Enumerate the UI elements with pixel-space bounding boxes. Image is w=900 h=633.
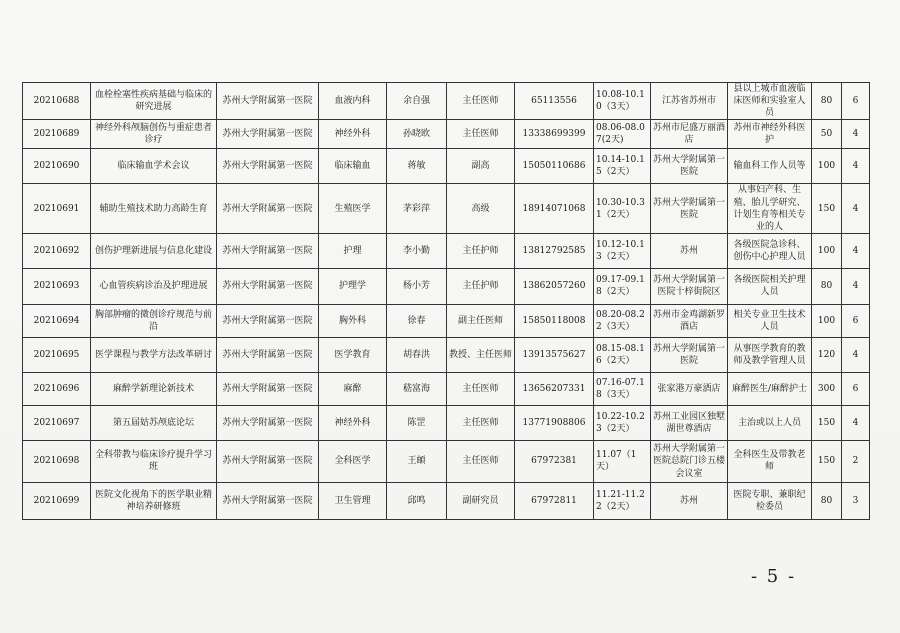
department-cell: 神经外科 <box>319 120 387 149</box>
title-rank-cell: 教授、主任医师 <box>447 337 515 372</box>
venue-cell: 苏州大学附属第一医院十梓街院区 <box>651 268 728 304</box>
lead-person-cell: 嵇富海 <box>387 372 447 405</box>
phone-cell: 13771908806 <box>515 405 594 440</box>
audience-cell: 苏州市神经外科医护 <box>728 120 812 149</box>
title-rank-cell: 副主任医师 <box>447 304 515 337</box>
attendee-count-cell: 120 <box>812 337 842 372</box>
table-row <box>23 184 870 234</box>
attendee-count-cell: 300 <box>812 372 842 405</box>
organizer-unit-cell: 苏州大学附属第一医院 <box>217 440 319 482</box>
course-table <box>22 82 870 520</box>
organizer-unit-cell: 苏州大学附属第一医院 <box>217 184 319 234</box>
attendee-count-cell: 100 <box>812 233 842 268</box>
department-cell: 神经外科 <box>319 405 387 440</box>
course-id-cell: 20210694 <box>23 304 91 337</box>
organizer-unit-cell: 苏州大学附属第一医院 <box>217 372 319 405</box>
course-title-cell: 临床输血学术会议 <box>91 149 217 184</box>
table-row <box>23 233 870 268</box>
attendee-count-cell: 80 <box>812 83 842 120</box>
credit-cell: 4 <box>842 233 870 268</box>
table-row <box>23 304 870 337</box>
course-id-cell: 20210698 <box>23 440 91 482</box>
course-title-cell: 麻醉学新理论新技术 <box>91 372 217 405</box>
phone-cell: 13862057260 <box>515 268 594 304</box>
course-title-cell: 创伤护理新进展与信息化建设 <box>91 233 217 268</box>
department-cell: 胸外科 <box>319 304 387 337</box>
attendee-count-cell: 100 <box>812 304 842 337</box>
course-id-cell: 20210697 <box>23 405 91 440</box>
department-cell: 卫生管理 <box>319 482 387 519</box>
title-rank-cell: 副研究员 <box>447 482 515 519</box>
organizer-unit-cell: 苏州大学附属第一医院 <box>217 304 319 337</box>
audience-cell: 医院专职、兼职纪检委员 <box>728 482 812 519</box>
title-rank-cell: 副高 <box>447 149 515 184</box>
venue-cell: 苏州 <box>651 233 728 268</box>
course-id-cell: 20210696 <box>23 372 91 405</box>
title-rank-cell: 主任护师 <box>447 268 515 304</box>
phone-cell: 13812792585 <box>515 233 594 268</box>
date-cell: 08.20-08.22（3天） <box>594 304 651 337</box>
venue-cell: 张家港万豪酒店 <box>651 372 728 405</box>
credit-cell: 2 <box>842 440 870 482</box>
table-row <box>23 372 870 405</box>
department-cell: 生殖医学 <box>319 184 387 234</box>
credit-cell: 6 <box>842 83 870 120</box>
table-row <box>23 149 870 184</box>
audience-cell: 各级医院急诊科、创伤中心护理人员 <box>728 233 812 268</box>
lead-person-cell: 徐春 <box>387 304 447 337</box>
table-row <box>23 268 870 304</box>
audience-cell: 主治或以上人员 <box>728 405 812 440</box>
date-cell: 11.21-11.22（2天） <box>594 482 651 519</box>
venue-cell: 苏州大学附属第一医院 <box>651 184 728 234</box>
audience-cell: 各级医院相关护理人员 <box>728 268 812 304</box>
course-id-cell: 20210692 <box>23 233 91 268</box>
phone-cell: 13656207331 <box>515 372 594 405</box>
phone-cell: 65113556 <box>515 83 594 120</box>
credit-cell: 4 <box>842 405 870 440</box>
attendee-count-cell: 150 <box>812 405 842 440</box>
credit-cell: 3 <box>842 482 870 519</box>
date-cell: 09.17-09.18（2天） <box>594 268 651 304</box>
course-title-cell: 全科带教与临床诊疗提升学习班 <box>91 440 217 482</box>
table-row <box>23 482 870 519</box>
audience-cell: 相关专业卫生技术人员 <box>728 304 812 337</box>
venue-cell: 苏州大学附属第一医院总院门诊五楼会议室 <box>651 440 728 482</box>
course-title-cell: 第五届姑苏颅底论坛 <box>91 405 217 440</box>
title-rank-cell: 主任医师 <box>447 120 515 149</box>
audience-cell: 全科医生及带教老师 <box>728 440 812 482</box>
date-cell: 11.07（1天） <box>594 440 651 482</box>
date-cell: 08.15-08.16（2天） <box>594 337 651 372</box>
page-number: - 5 - <box>751 566 797 587</box>
phone-cell: 13338699399 <box>515 120 594 149</box>
department-cell: 医学教育 <box>319 337 387 372</box>
lead-person-cell: 陈罡 <box>387 405 447 440</box>
course-id-cell: 20210695 <box>23 337 91 372</box>
department-cell: 血液内科 <box>319 83 387 120</box>
course-id-cell: 20210688 <box>23 83 91 120</box>
lead-person-cell: 茅彩萍 <box>387 184 447 234</box>
venue-cell: 苏州市尼盛万丽酒店 <box>651 120 728 149</box>
title-rank-cell: 主任医师 <box>447 405 515 440</box>
course-title-cell: 血栓栓塞性疾病基础与临床的研究进展 <box>91 83 217 120</box>
course-title-cell: 心血管疾病诊治及护理进展 <box>91 268 217 304</box>
lead-person-cell: 孙晓欧 <box>387 120 447 149</box>
course-id-cell: 20210693 <box>23 268 91 304</box>
date-cell: 07.16-07.18（3天） <box>594 372 651 405</box>
venue-cell: 江苏省苏州市 <box>651 83 728 120</box>
department-cell: 全科医学 <box>319 440 387 482</box>
table-row <box>23 120 870 149</box>
course-title-cell: 胸部肿瘤的微创诊疗规范与前沿 <box>91 304 217 337</box>
date-cell: 10.14-10.15（2天） <box>594 149 651 184</box>
organizer-unit-cell: 苏州大学附属第一医院 <box>217 120 319 149</box>
department-cell: 临床输血 <box>319 149 387 184</box>
phone-cell: 15850118008 <box>515 304 594 337</box>
course-id-cell: 20210699 <box>23 482 91 519</box>
credit-cell: 6 <box>842 304 870 337</box>
lead-person-cell: 杨小芳 <box>387 268 447 304</box>
credit-cell: 4 <box>842 149 870 184</box>
organizer-unit-cell: 苏州大学附属第一医院 <box>217 482 319 519</box>
audience-cell: 麻醉医生/麻醉护士 <box>728 372 812 405</box>
course-title-cell: 神经外科颅脑创伤与重症患者诊疗 <box>91 120 217 149</box>
venue-cell: 苏州 <box>651 482 728 519</box>
date-cell: 10.22-10.23（2天） <box>594 405 651 440</box>
date-cell: 10.12-10.13（2天） <box>594 233 651 268</box>
title-rank-cell: 主任医师 <box>447 372 515 405</box>
department-cell: 护理 <box>319 233 387 268</box>
audience-cell: 从事医学教育的教师及教学管理人员 <box>728 337 812 372</box>
phone-cell: 13913575627 <box>515 337 594 372</box>
course-title-cell: 医学课程与教学方法改革研讨 <box>91 337 217 372</box>
table-row <box>23 405 870 440</box>
lead-person-cell: 李小勤 <box>387 233 447 268</box>
attendee-count-cell: 100 <box>812 149 842 184</box>
attendee-count-cell: 80 <box>812 268 842 304</box>
venue-cell: 苏州市金鸡湖新罗酒店 <box>651 304 728 337</box>
table-body <box>23 83 870 520</box>
title-rank-cell: 主任医师 <box>447 83 515 120</box>
table-row <box>23 83 870 120</box>
title-rank-cell: 主任医师 <box>447 440 515 482</box>
organizer-unit-cell: 苏州大学附属第一医院 <box>217 405 319 440</box>
venue-cell: 苏州大学附属第一医院 <box>651 149 728 184</box>
credit-cell: 4 <box>842 337 870 372</box>
attendee-count-cell: 50 <box>812 120 842 149</box>
course-title-cell: 辅助生殖技术助力高龄生育 <box>91 184 217 234</box>
lead-person-cell: 蒋敏 <box>387 149 447 184</box>
title-rank-cell: 高级 <box>447 184 515 234</box>
organizer-unit-cell: 苏州大学附属第一医院 <box>217 268 319 304</box>
date-cell: 10.08-10.10（3天） <box>594 83 651 120</box>
lead-person-cell: 邱鸣 <box>387 482 447 519</box>
department-cell: 麻醉 <box>319 372 387 405</box>
audience-cell: 输血科工作人员等 <box>728 149 812 184</box>
credit-cell: 4 <box>842 184 870 234</box>
date-cell: 08.06-08.07(2天) <box>594 120 651 149</box>
course-id-cell: 20210690 <box>23 149 91 184</box>
phone-cell: 15050110686 <box>515 149 594 184</box>
organizer-unit-cell: 苏州大学附属第一医院 <box>217 233 319 268</box>
credit-cell: 6 <box>842 372 870 405</box>
venue-cell: 苏州工业园区独墅湖世尊酒店 <box>651 405 728 440</box>
table-row <box>23 337 870 372</box>
organizer-unit-cell: 苏州大学附属第一医院 <box>217 149 319 184</box>
lead-person-cell: 余自强 <box>387 83 447 120</box>
date-cell: 10.30-10.31（2天） <box>594 184 651 234</box>
credit-cell: 4 <box>842 268 870 304</box>
course-title-cell: 医院文化视角下的医学职业精神培养研修班 <box>91 482 217 519</box>
venue-cell: 苏州大学附属第一医院 <box>651 337 728 372</box>
phone-cell: 67972811 <box>515 482 594 519</box>
department-cell: 护理学 <box>319 268 387 304</box>
audience-cell: 县以上城市血液临床医师和实验室人员 <box>728 83 812 120</box>
organizer-unit-cell: 苏州大学附属第一医院 <box>217 83 319 120</box>
attendee-count-cell: 150 <box>812 184 842 234</box>
table-row <box>23 440 870 482</box>
attendee-count-cell: 80 <box>812 482 842 519</box>
title-rank-cell: 主任护师 <box>447 233 515 268</box>
audience-cell: 从事妇产科、生殖、胎儿学研究、计划生育等相关专业的人 <box>728 184 812 234</box>
lead-person-cell: 王頔 <box>387 440 447 482</box>
course-id-cell: 20210691 <box>23 184 91 234</box>
phone-cell: 18914071068 <box>515 184 594 234</box>
lead-person-cell: 胡春洪 <box>387 337 447 372</box>
credit-cell: 4 <box>842 120 870 149</box>
phone-cell: 67972381 <box>515 440 594 482</box>
attendee-count-cell: 150 <box>812 440 842 482</box>
course-id-cell: 20210689 <box>23 120 91 149</box>
organizer-unit-cell: 苏州大学附属第一医院 <box>217 337 319 372</box>
